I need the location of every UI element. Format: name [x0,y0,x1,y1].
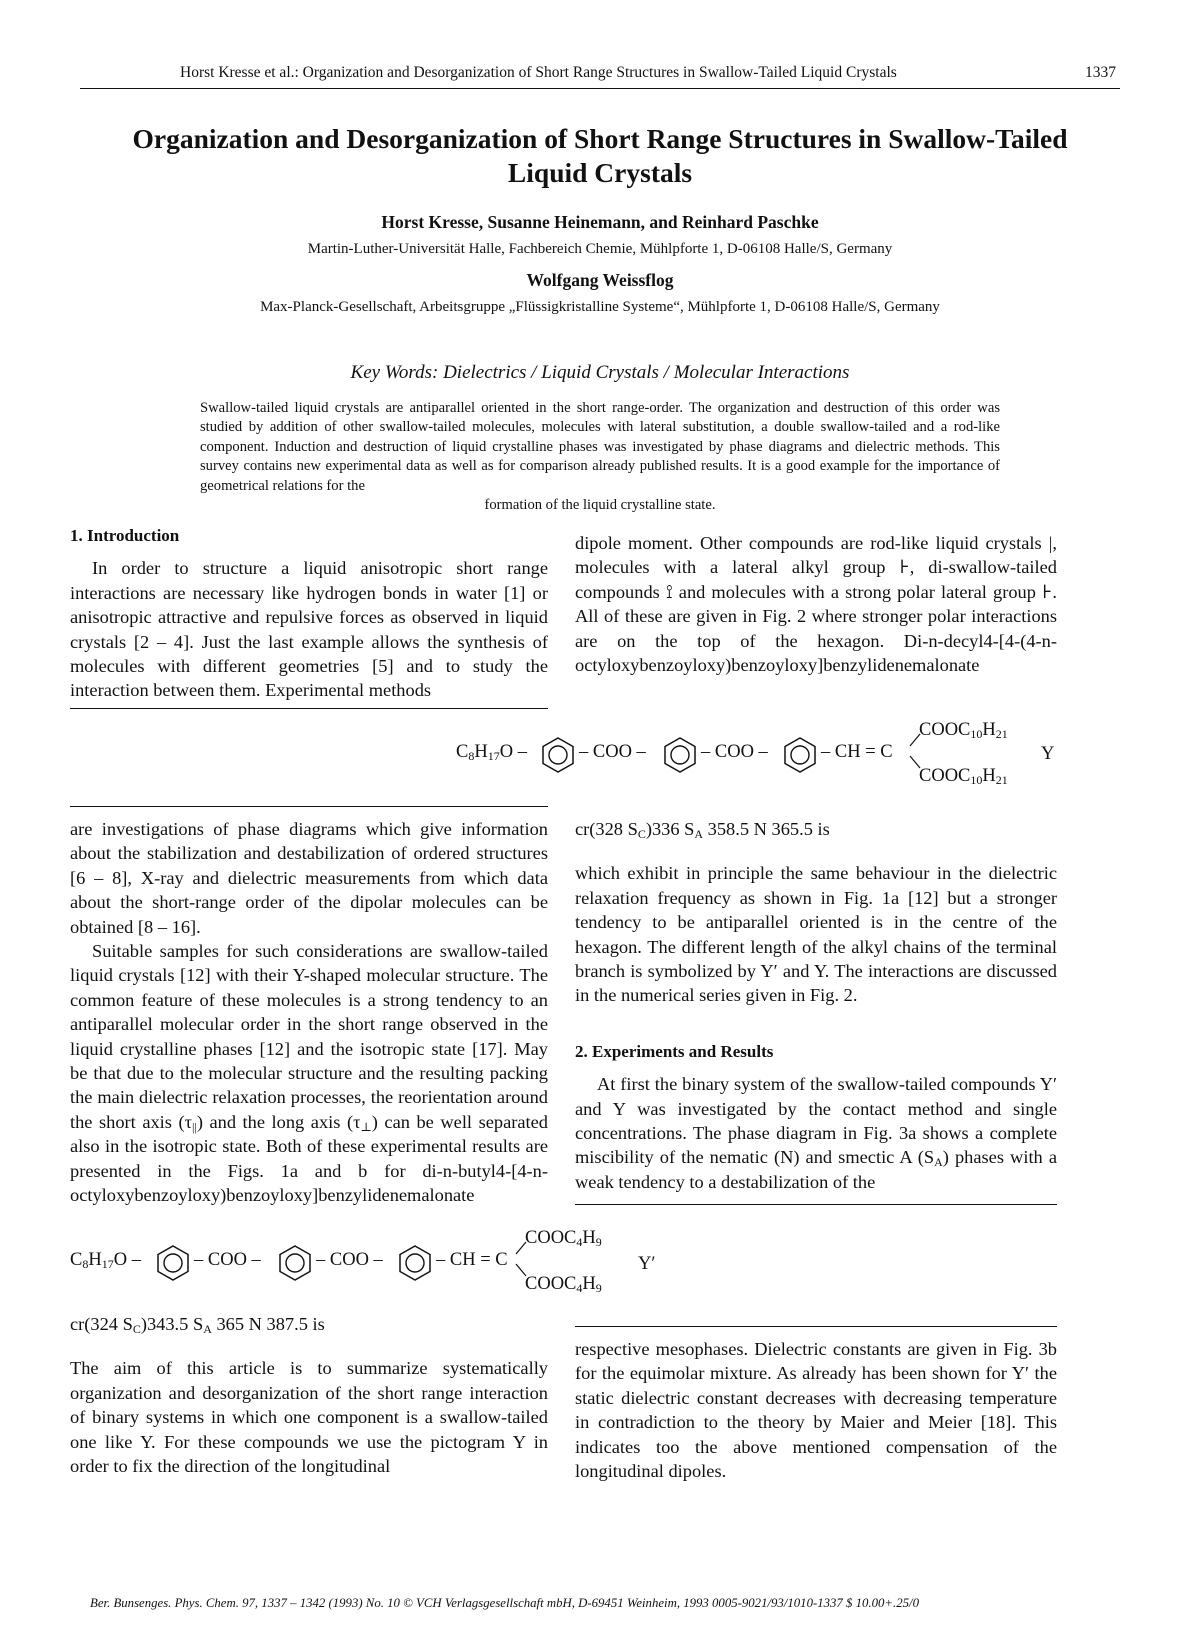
column-rule [575,1326,1057,1327]
right-column-bottom [575,1337,1057,1483]
author-block [70,212,1130,316]
formula-ester: – COO – [316,1250,383,1270]
authors-line: Wolfgang Weissflog [526,270,674,290]
formula-ester: – COO – [701,742,768,762]
structural-formula-bottom [70,1226,690,1306]
formula-methylidene: – CH = C [821,742,893,762]
benzene-ring-icon [154,1244,192,1282]
left-column-bottom [70,1312,548,1478]
paragraph: respective mesophases. Dielectric constants are given in Fig. 3b for the equimolar mixture. As already has been shown for Y′ the static dielectric constant decreases with decreasing temperature in contradiction to the theory by Maier and Meier [18]. This indicates too the above mentioned compensation of the longitudinal dipoles. [575,1339,1057,1482]
benzene-ring-icon [539,736,577,774]
swallow-tail-pictogram-icon: Y [140,1431,152,1452]
paragraph: Suitable samples for such considerations are swallow-tailed liquid crystals [12] with their Y-shaped molecular structure. The common feature of these molecules is a strong tendency to an antiparallel molecular order in the short range observed in the liquid crystalline phases [12] and the isotropic state [17]. May be that due to the molecular structure and the resulting packing the main dielectric relaxation processes, the reorientation around the short axis $(\tau_{||})$ and the long axis $(\tau_\perp)$ can be well separated also in the isotropic state. Both of these experimental results are presented in the Figs. 1a and b for di-n-butyl4-[4-n-octyloxybenzoyloxy)benzoyloxy]benzylidenemalonate [70,941,548,1206]
formula-alkyl-left: $C_8H_{17}O$ – [70,1250,141,1271]
benzene-ring-icon [276,1244,314,1282]
abstract [200,399,1000,515]
benzene-ring-icon [661,736,699,774]
page-number: 1337 [1085,64,1116,81]
title-line: Organization and Desorganization of Short Range Structures in Swallow-Tailed [132,123,1068,154]
affiliation: Max-Planck-Gesellschaft, Arbeitsgruppe „Flüssigkristalline Systeme“, Mühlpforte 1, D-06108 Halle/S, Germany [260,299,940,315]
benzene-ring-icon [396,1244,434,1282]
paragraph: The aim of this article is to summarize systematically organization and desorganization of the short range interaction of binary systems in which one component is a swallow-tailed one like Y. For these compounds we use the pictogram Y in order to fix the direction of the longitudinal [70,1358,548,1477]
column-rule [575,1204,1057,1205]
affiliation: Martin-Luther-Universität Halle, Fachbereich Chemie, Mühlpforte 1, D-06108 Halle/S, Germany [307,241,893,257]
title-line: Liquid Crystals [507,157,693,188]
journal-footer: Ber. Bunsenges. Phys. Chem. 97, 1337 – 1342 (1993) No. 10 © VCH Verlagsgesellschaft mbH, D-69451 Weinheim, 1993 0005-9021/93/1010-1337 $ 10.00+.25/0 [90,1596,919,1610]
paragraph: At first the binary system of the swallow-tailed compounds Y′ and Y was investigated by the contact method and single concentrations. The phase diagram in Fig. 3a shows a complete miscibility of the nematic (N) and smectic A $(S_A)$ phases with a weak tendency to a destabilization of the [575,1074,1057,1192]
column-rule [70,806,548,807]
benzene-ring-icon [781,736,819,774]
left-column-top [70,524,548,703]
running-head [80,64,1120,89]
swallow-tail-pictogram-icon: Y [1041,744,1055,764]
phase-sequence: cr(324 $S_C)343.5$ $S_A$ 365 N 387.5 is [70,1314,325,1336]
formula-branch-top: $COOC_{10}H_{21}$ [919,720,1008,741]
paragraph: dipole moment. Other compounds are rod-like liquid crystals |, molecules with a lateral alkyl group ⊦, di-swallow-tailed compounds ⟟ and molecules with a strong polar lateral group ⊦. All of these are given in Fig. 2 where stronger polar interactions are on the top of the hexagon. Di-n-decyl4-[4-(4-n-octyloxybenzoyloxy)benzoyloxy]benzylidenemalonate [575,533,1057,676]
paragraph: are investigations of phase diagrams which give information about the stabilization and destabilization of ordered structures [6 – 8], X-ray and dielectric measurements from which data about the short-range order of the dipolar molecules can be obtained [8 – 16]. [70,819,548,937]
swallow-tail-pictogram-icon: Y [512,1431,526,1452]
authors-line: Horst Kresse, Susanne Heinemann, and Reinhard Paschke [381,212,819,232]
formula-branch-bottom: $COOC_{10}H_{21}$ [919,766,1008,787]
keywords: Key Words: Dielectrics / Liquid Crystals / Molecular Interactions [350,362,850,383]
abstract-last-line: formation of the liquid crystalline state. [484,497,716,514]
paragraph: In order to structure a liquid anisotropic short range interactions are necessary like hydrogen bonds in water [1] or anisotropic attractive and repulsive forces as observed in liquid crystals [2 – 4]. Just the last example allows the synthesis of molecules with different geometries [5] and to study the interaction between them. Experimental methods [70,558,548,701]
formula-alkyl-left: $C_8H_{17}O$ – [456,742,527,763]
structural-formula-top [456,720,1056,800]
section-heading: 1. Introduction [70,526,180,545]
formula-branch-bottom: $COOC_4H_9$ [525,1274,602,1295]
paragraph: which exhibit in principle the same behaviour in the dielectric relaxation frequency as shown in Fig. 1a [12] but a stronger tendency to be antiparallel oriented is in the centre of the hexagon. The different length of the alkyl chains of the terminal branch is symbolized by Y′ and Y. The interactions are discussed in the numerical series given in Fig. 2. [575,863,1057,1006]
section-heading: 2. Experiments and Results [575,1041,774,1061]
swallow-tail-pictogram-icon: Y′ [638,1254,656,1274]
formula-ester: – COO – [579,742,646,762]
right-column-top [575,531,1057,677]
phase-sequence: cr(328 $S_C)336$ $S_A$ 358.5 N 365.5 is [575,819,830,841]
formula-branch-top: $COOC_4H_9$ [525,1228,602,1249]
right-column-middle [575,817,1057,1194]
formula-methylidene: – CH = C [436,1250,508,1270]
article-title [70,122,1130,190]
running-head-title: Horst Kresse et al.: Organization and Desorganization of Short Range Structures in Swallow-Tailed Liquid Crystals [180,64,897,81]
abstract-text: Swallow-tailed liquid crystals are antiparallel oriented in the short range-order. The organization and destruction of this order was studied by addition of other swallow-tailed molecules, molecules with lateral substitution, a double swallow-tailed and a rod-like component. Induction and destruction of liquid crystalline phases was investigated by phase diagrams and dielectric methods. This survey contains new experimental data as well as for comparison already published results. It is a good example for the importance of geometrical relations for the [200,400,1000,494]
column-rule [70,708,548,709]
formula-ester: – COO – [194,1250,261,1270]
left-column-middle [70,817,548,1208]
